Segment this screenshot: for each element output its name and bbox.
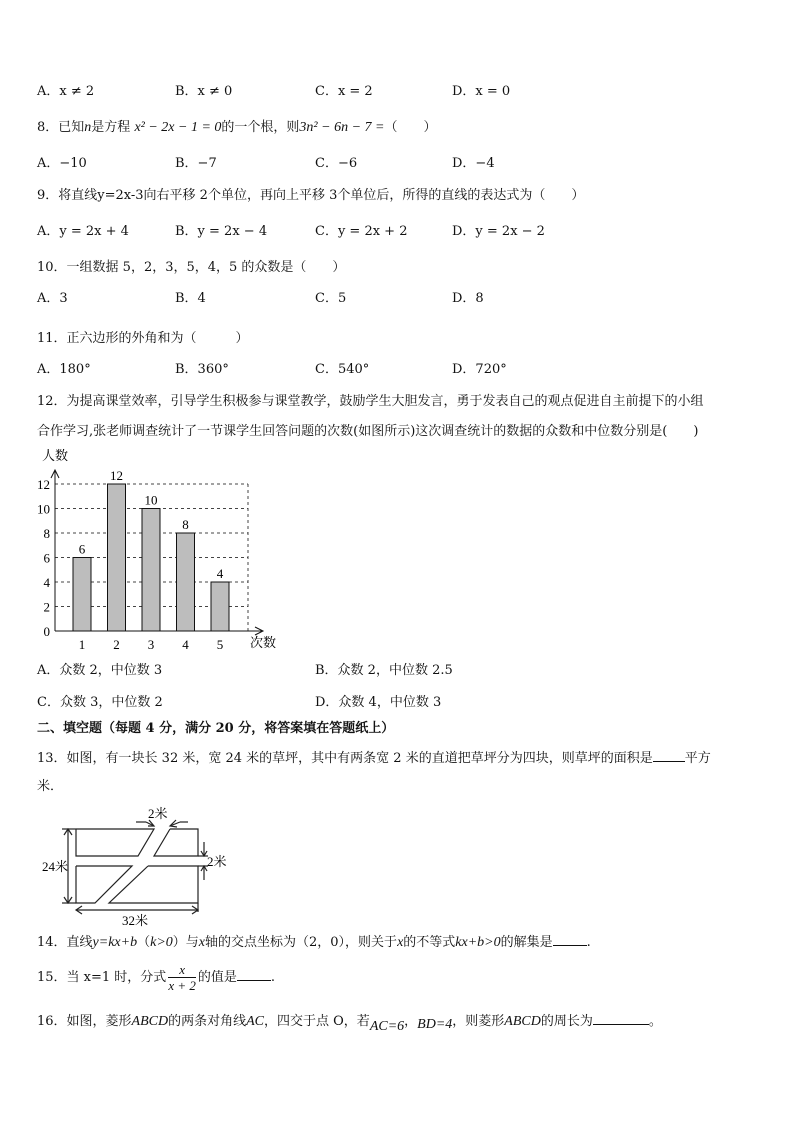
q16-condition-bd: BD=4 [417, 1017, 453, 1032]
question-9: 9．将直线y=2x-3向右平移 2个单位，再向上平移 3个单位后，所得的直线的表达式为（ ） [37, 188, 585, 203]
q12-option-a: A．众数 2，中位数 3 [37, 663, 163, 678]
y-tick-label: 12 [37, 477, 50, 492]
q7-option-a: A．x ≠ 2 [37, 84, 95, 99]
q14-text: （ [137, 935, 151, 950]
q10-option-d: D．8 [452, 291, 484, 306]
q10-option-a: A．3 [37, 291, 68, 306]
y-tick-label: 0 [43, 624, 50, 639]
bar [108, 484, 126, 631]
q16-shape: ABCD [131, 1014, 169, 1029]
q8-equation: x² − 2x − 1 = 0 [134, 120, 222, 135]
q16-shape: ABCD [504, 1014, 541, 1029]
y-axis-title: 人数 [42, 448, 69, 463]
question-12-line2: 合作学习,张老师调查统计了一节课学生回答问题的次数(如图所示)这次调查统计的数据的众数和中位数分别是( ) [37, 424, 699, 439]
question-11: 11．正六边形的外角和为（ ） [37, 331, 249, 346]
q16-text: 16．如图，菱形 [37, 1014, 132, 1029]
q16-condition-ac: AC=6 [369, 1019, 405, 1034]
answer-blank [237, 968, 271, 981]
section-2-heading: 二、填空题（每题 4 分，满分 20 分，将答案填在答题纸上） [37, 721, 395, 736]
q9-option-b: B．y = 2x − 4 [175, 224, 268, 239]
data-label: 12 [110, 468, 123, 483]
q16-diagonal: AC [246, 1014, 265, 1029]
q14-var: x [397, 935, 404, 950]
q8-expression: 3n² − 6n − 7 = [299, 120, 385, 135]
q16-text: ，则菱形 [452, 1014, 505, 1029]
x-axis-title: 次数 [250, 635, 277, 650]
q8-text: 的一个根，则 [221, 120, 300, 135]
q10-option-b: B．4 [175, 291, 206, 306]
q7-option-c: C．x = 2 [315, 84, 373, 99]
q8-option-a: A．−10 [37, 156, 87, 171]
q16-text: 的周长为 [540, 1014, 593, 1029]
data-label: 4 [216, 566, 224, 581]
q16-text: ， [404, 1014, 418, 1029]
q8-option-c: C．−6 [315, 156, 358, 171]
q14-text: 的不等式 [403, 935, 456, 950]
x-tick-label: 1 [78, 637, 86, 652]
lawn-piece [109, 866, 198, 903]
y-tick-label: 2 [43, 599, 50, 615]
data-label: 8 [182, 517, 189, 532]
question-13-line2: 米． [37, 779, 64, 794]
x-tick-label: 3 [147, 637, 155, 652]
q11-option-c: C．540° [315, 362, 370, 377]
q11-option-a: A．180° [37, 362, 91, 377]
bar [73, 558, 91, 632]
q8-text: 8．已知 [37, 120, 85, 135]
y-tick-label: 4 [43, 575, 50, 590]
q9-option-d: D．y = 2x − 2 [452, 224, 545, 239]
bar [211, 582, 229, 631]
q15-text: 的值是 [197, 970, 237, 985]
lawn-piece [76, 866, 132, 903]
lawn-piece [154, 829, 198, 856]
bar [177, 533, 195, 631]
q7-option-b: B．x ≠ 0 [175, 84, 233, 99]
q16-text: ，四交于点 O，若 [264, 1014, 370, 1029]
question-16 [37, 1012, 662, 1034]
q14-equation: y=kx+b [92, 935, 138, 950]
q14-condition: k>0 [150, 935, 173, 950]
road-right-label: 2米 [207, 854, 227, 869]
road-top-label: 2米 [148, 806, 168, 821]
q15-text: 15．当 x=1 时，分式 [37, 970, 167, 985]
q14-text: 轴的交点坐标为（2，0），则关于 [205, 935, 398, 950]
q14-text: 14．直线 [37, 935, 93, 950]
bar [142, 509, 160, 632]
q14-text: 的解集是 [500, 935, 553, 950]
q11-option-b: B．360° [175, 362, 229, 377]
q7-option-d: D．x = 0 [452, 84, 511, 99]
data-label: 6 [78, 541, 86, 557]
q9-option-c: C．y = 2x + 2 [315, 224, 408, 239]
q12-option-d: D．众数 4，中位数 3 [315, 695, 442, 710]
q14-end: . [586, 935, 591, 950]
question-15 [37, 962, 275, 994]
y-tick-label: 6 [43, 550, 50, 566]
q16-text: 的两条对角线 [168, 1014, 247, 1029]
x-tick-label: 4 [182, 637, 189, 652]
q16-end: 。 [648, 1014, 662, 1029]
y-tick-label: 8 [43, 526, 50, 541]
data-label: 10 [144, 492, 158, 508]
q13-text: 13．如图，有一块长 32 米，宽 24 米的草坪，其中有两条宽 2 米的直道把草坪分为四块，则草坪的面积是 [37, 751, 653, 766]
q8-option-d: D．−4 [452, 156, 495, 171]
q8-option-b: B．−7 [175, 156, 217, 171]
q12-option-b: B．众数 2，中位数 2.5 [315, 663, 453, 678]
q9-option-a: A．y = 2x + 4 [37, 224, 129, 239]
fraction-numerator: x [168, 962, 196, 978]
question-13-line1 [37, 749, 711, 767]
q10-option-c: C．5 [315, 291, 347, 306]
answer-blank [553, 933, 587, 946]
bar-chart [0, 445, 300, 655]
question-8 [37, 120, 436, 136]
lawn-figure [40, 800, 240, 930]
q8-text: 是方程 [91, 120, 131, 135]
lawn-piece [76, 829, 154, 856]
q14-inequality: kx+b>0 [455, 935, 501, 950]
y-tick-label: 10 [37, 501, 50, 517]
q14-var: x [198, 935, 206, 950]
fraction-denominator: x + 2 [168, 978, 196, 993]
answer-blank [593, 1012, 649, 1025]
q8-var: n [84, 120, 92, 135]
answer-blank [653, 749, 685, 762]
q15-fraction [168, 962, 196, 993]
q15-end: . [270, 970, 276, 985]
q13-text-end: 平方 [684, 751, 711, 766]
q14-text: ）与 [172, 935, 199, 950]
x-tick-label: 2 [113, 637, 120, 652]
q11-option-d: D．720° [452, 362, 507, 377]
question-10: 10．一组数据 5，2，3，5，4，5 的众数是（ ） [37, 260, 346, 275]
height-label: 24米 [42, 859, 69, 874]
q8-paren: （ ） [384, 120, 437, 135]
q12-option-c: C．众数 3，中位数 2 [37, 695, 163, 710]
x-tick-label: 5 [216, 637, 224, 652]
question-14 [37, 933, 591, 951]
question-12-line1: 12．为提高课堂效率，引导学生积极参与课堂教学，鼓励学生大胆发言，勇于发表自己的观点促进自主前提下的小组 [37, 394, 704, 409]
width-label: 32米 [122, 913, 149, 928]
